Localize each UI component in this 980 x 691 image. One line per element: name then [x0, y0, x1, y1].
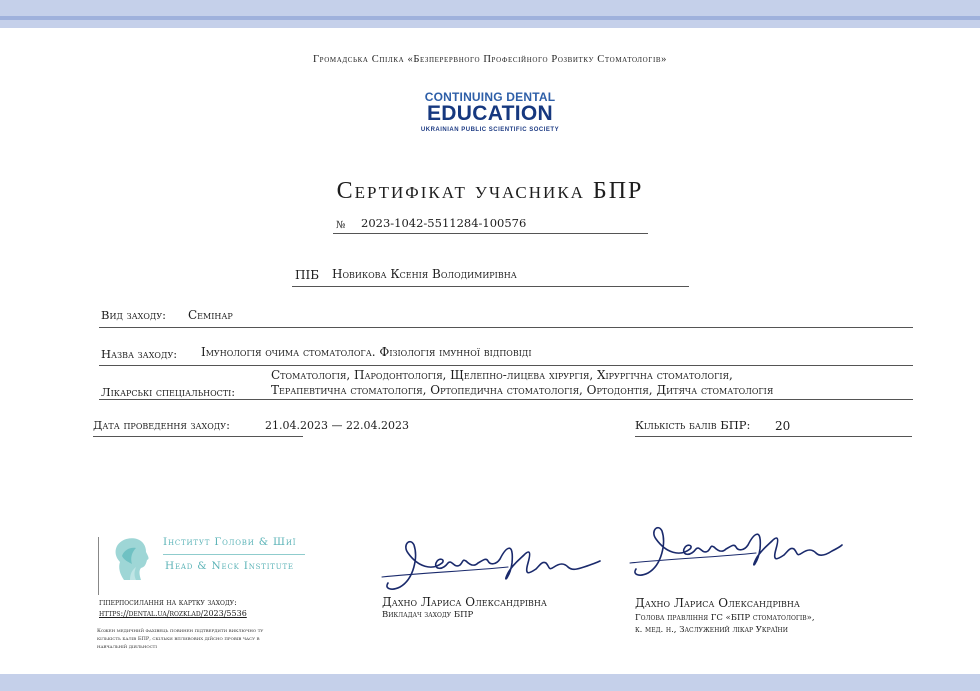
- lecturer-name: Дахно Лариса Олександрівна: [382, 595, 547, 609]
- full-name-value: Новикова Ксенія Володимирівна: [332, 267, 517, 281]
- cpd-points-label: Кількість балів БПР:: [635, 418, 751, 432]
- event-type-label: Вид заходу:: [101, 308, 167, 322]
- event-name-row: [99, 344, 913, 366]
- chair-role: [635, 612, 815, 636]
- number-symbol: №: [336, 220, 346, 231]
- event-card-link[interactable]: https://dental.ua/rozklad/2023/5536: [99, 609, 247, 618]
- institute-divider: [98, 537, 99, 595]
- certificate-number: 2023-1042-5511284-100576: [361, 216, 527, 230]
- head-profile-icon: [110, 534, 156, 584]
- institute-name-separator: [163, 554, 305, 555]
- lecturer-role: Викладач заходу БПР: [382, 610, 474, 620]
- institute-name-ua: Інститут Голови & Шиї: [163, 536, 297, 548]
- specialties-line-1: Стоматологія, Пародонтологія, Щелепно-лицева хірургія, Хірургічна стоматологія,: [271, 368, 733, 382]
- chair-role-line-2: к. мед. н., Заслужений лікар України: [635, 625, 788, 635]
- fine-print: Кожен медичний фахівець повинен підтвердити виключно ту кількість балів БПР, скільки впливових дійсно провів часу в навчальній діяльності: [97, 628, 264, 650]
- event-type-value: Семінар: [188, 308, 233, 322]
- bottom-decorative-band: [0, 674, 980, 691]
- cpd-points-underline: [635, 436, 912, 437]
- chair-role-line-1: Голова правління ГС «БПР стоматологів»,: [635, 613, 815, 623]
- top-decorative-band: [0, 0, 980, 28]
- specialties-line-2: Терапевтична стоматологія, Ортопедична стоматологія, Ортодонтія, Дитяча стоматологія: [271, 383, 774, 397]
- event-name-value: Імунологія очима стоматолога. Фізіологія імунної відповіді: [201, 345, 532, 359]
- full-name-label: ПІБ: [295, 268, 320, 282]
- event-date-value: 21.04.2023 — 22.04.2023: [265, 419, 409, 432]
- continuing-dental-education-logo: [380, 90, 600, 142]
- logo-line-1: CONTINUING DENTAL: [424, 90, 556, 104]
- signature-image-chair: [628, 517, 843, 581]
- cpd-points-value: 20: [775, 419, 791, 433]
- top-band-stripe: [0, 16, 980, 20]
- specialties-row: [99, 366, 913, 400]
- signature-image-lecturer: [378, 533, 604, 595]
- logo-line-2: EDUCATION: [427, 102, 553, 125]
- chair-name: Дахно Лариса Олександрівна: [635, 596, 800, 610]
- certificate-title: Сертифікат учасника БПР: [336, 178, 644, 204]
- certificate-number-row: [333, 216, 648, 234]
- event-date-underline: [93, 436, 303, 437]
- full-name-row: [292, 266, 689, 287]
- institute-name-en: Head & Neck Institute: [165, 560, 294, 572]
- logo-line-3: UKRAINIAN PUBLIC SCIENTIFIC SOCIETY: [420, 127, 560, 133]
- specialties-label: Лікарські спеціальності:: [101, 385, 236, 399]
- organization-name: Громадська Спілка «Безперервного Професійного Розвитку Стоматологів»: [313, 54, 667, 65]
- hyperlink-label: гіперпосилання на картку заходу:: [99, 598, 237, 607]
- event-name-label: Назва заходу:: [101, 347, 178, 361]
- event-type-row: [99, 305, 913, 328]
- event-date-label: Дата проведення заходу:: [93, 418, 230, 432]
